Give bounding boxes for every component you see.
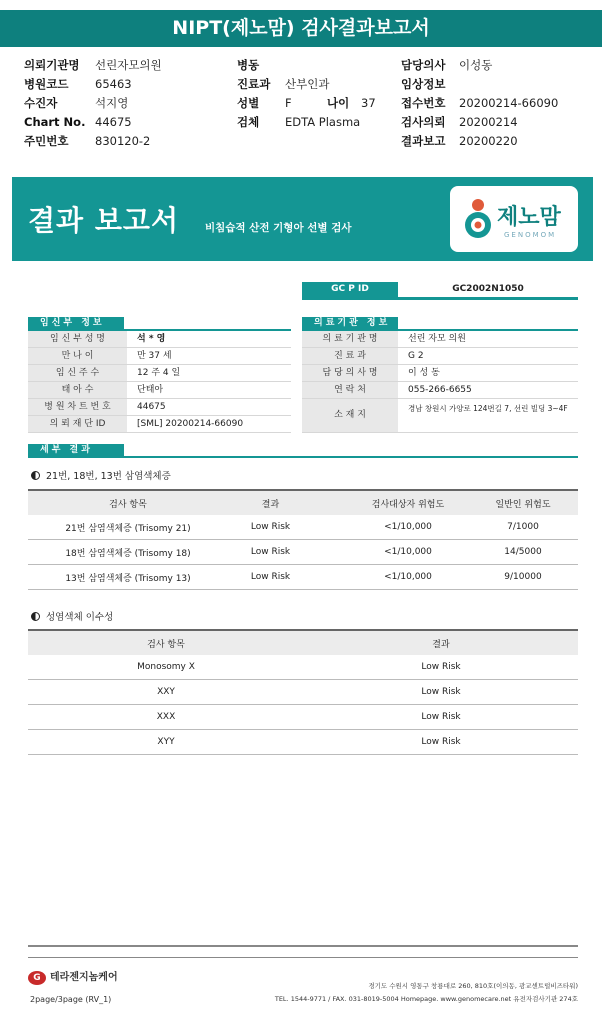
- institution-row: [302, 382, 578, 399]
- table-row: [28, 680, 578, 705]
- pregnant-row: [28, 331, 291, 348]
- footer-address: 경기도 수원시 영통구 창룡대로 260, 810호(이의동, 광교센트럴비즈타워): [368, 982, 578, 990]
- header-value: 65463: [95, 77, 132, 91]
- pregnant-row: [28, 365, 291, 382]
- cell: XXY: [157, 687, 175, 697]
- header-value: EDTA Plasma: [285, 115, 361, 129]
- company-logo: [28, 968, 118, 985]
- pregnant-value: 44675: [137, 402, 166, 412]
- details-tab: 세부 결과: [28, 444, 124, 457]
- header-value: 20200220: [459, 134, 518, 148]
- institution-row: [302, 331, 578, 348]
- table-row: [28, 515, 578, 540]
- cell: <1/10,000: [384, 522, 432, 532]
- institution-row: [302, 348, 578, 365]
- header-value: 산부인과: [285, 77, 330, 91]
- cell: Low Risk: [250, 547, 291, 557]
- institution-key: 진 료 과: [302, 348, 398, 364]
- table-row: [28, 565, 578, 590]
- cell: XXX: [156, 712, 176, 722]
- cell: Low Risk: [421, 662, 461, 672]
- institution-row: [302, 399, 578, 433]
- table-header: [28, 489, 578, 515]
- institution-row: [302, 365, 578, 382]
- cell: Low Risk: [421, 712, 461, 722]
- section1-title: [31, 468, 171, 482]
- header-key: 임상정보: [401, 77, 446, 91]
- gcp-id-label: GC P ID: [302, 282, 398, 297]
- gcp-id-value: GC2002N1050: [452, 284, 524, 294]
- cell: 18번 삼염색체증 (Trisomy 18): [65, 548, 191, 559]
- header-key: 병원코드: [24, 77, 69, 91]
- header-col1: [24, 56, 162, 151]
- footer-divider-thin: [28, 957, 578, 958]
- pregnant-key: 만 나 이: [28, 348, 127, 364]
- pregnant-value: 단태아: [137, 385, 164, 395]
- pregnant-row: [28, 382, 291, 399]
- header-key: 접수번호: [401, 96, 446, 110]
- table-header: [28, 629, 578, 655]
- pregnant-value: 만 37 세: [137, 351, 172, 361]
- header-key: 병동: [237, 58, 260, 72]
- half-circle-icon: [31, 612, 40, 621]
- institution-key: 의 료 기 관 명: [302, 331, 398, 347]
- banner-subtitle: 비침습적 산전 기형아 선별 검사: [205, 222, 352, 234]
- footer-divider: [28, 945, 578, 947]
- company-logo-icon: G: [28, 971, 46, 985]
- pregnant-key: 병 원 차 트 번 호: [28, 399, 127, 415]
- cell: Low Risk: [421, 737, 461, 747]
- logo-sub: GENOMOM: [504, 231, 557, 239]
- cell: 14/5000: [504, 547, 542, 557]
- institution-value: 경남 창원시 가양로 124번길 7, 선린 빌딩 3~4F: [408, 404, 568, 413]
- header-key: 수진자: [24, 96, 58, 110]
- institution-value: 선린 자모 의원: [408, 334, 466, 344]
- table-row: [28, 705, 578, 730]
- report-title: NIPT(제노맘) 검사결과보고서: [0, 10, 602, 47]
- header-value: 20200214: [459, 115, 518, 129]
- half-circle-icon: [31, 471, 40, 480]
- col-header: 검사 항목: [109, 499, 147, 510]
- col-header: 검사대상자 위험도: [371, 499, 445, 510]
- report-banner: [12, 177, 593, 261]
- institution-value: G 2: [408, 351, 424, 361]
- pregnant-key: 의 뢰 재 단 ID: [28, 416, 127, 432]
- header-key: Chart No.: [24, 115, 86, 129]
- header-value: 석지영: [95, 96, 129, 110]
- pregnant-info-table: [28, 331, 291, 433]
- header-col3: [401, 56, 558, 151]
- company-name: 테라젠지놈케어: [50, 972, 118, 983]
- cell: 9/10000: [504, 572, 542, 582]
- logo-name: 제노맘: [497, 205, 561, 230]
- institution-value: 055-266-6655: [408, 385, 472, 395]
- age-value: 37: [361, 96, 376, 110]
- pregnant-key: 임 신 부 성 명: [28, 331, 127, 347]
- institution-key: 담 당 의 사 명: [302, 365, 398, 381]
- pregnant-row: [28, 416, 291, 433]
- section2-title: [31, 609, 113, 623]
- header-key: 검체: [237, 115, 260, 129]
- header-value: 선린자모의원: [95, 58, 162, 72]
- header-col2: [237, 56, 376, 132]
- header-key: 담당의사: [401, 58, 446, 72]
- header-value: 20200214-66090: [459, 96, 559, 110]
- header-value: F: [285, 96, 292, 110]
- institution-key: 연 락 처: [302, 382, 398, 398]
- cell: <1/10,000: [384, 572, 432, 582]
- header-value: 이성동: [459, 58, 493, 72]
- pregnant-row: [28, 348, 291, 365]
- cell: 13번 삼염색체증 (Trisomy 13): [65, 573, 191, 584]
- col-header: 결과: [432, 639, 450, 650]
- cell: 7/1000: [507, 522, 539, 532]
- gcp-id-row: [302, 282, 578, 300]
- sex-chromosome-table: [28, 629, 578, 755]
- institution-value: 이 성 동: [408, 368, 440, 378]
- details-line: [28, 456, 578, 458]
- pregnant-info-tab: 임신부 정보: [28, 317, 124, 330]
- age-key: 나이: [327, 96, 350, 110]
- page-indicator: 2page/3page (RV_1): [30, 995, 112, 1004]
- header-key: 성별: [237, 96, 260, 110]
- cell: Low Risk: [250, 522, 291, 532]
- pregnant-key: 태 아 수: [28, 382, 127, 398]
- footer-address-block: [260, 980, 578, 1006]
- cell: Monosomy X: [137, 662, 195, 672]
- footer-contact: TEL. 1544-9771 / FAX. 031-8019-5004 Homepage. www.genomecare.net 유전자검사기관 274호: [274, 995, 578, 1003]
- institution-key: 소 재 지: [302, 399, 398, 432]
- cell: 21번 삼염색체증 (Trisomy 21): [65, 523, 191, 534]
- col-header: 일반인 위험도: [495, 499, 551, 510]
- header-key: 진료과: [237, 77, 271, 91]
- pregnant-value: 12 주 4 일: [137, 368, 181, 378]
- table-row: [28, 730, 578, 755]
- cell: Low Risk: [250, 572, 291, 582]
- section2-title-text: 성염색체 이수성: [46, 612, 114, 623]
- header-key: 검사의뢰: [401, 115, 446, 129]
- cell: XYY: [157, 737, 175, 747]
- banner-title: 결과 보고서: [28, 204, 179, 237]
- header-key: 결과보고: [401, 134, 446, 148]
- col-header: 검사 항목: [147, 639, 185, 650]
- table-row: [28, 540, 578, 565]
- pregnant-key: 임 신 주 수: [28, 365, 127, 381]
- pregnant-value: [SML] 20200214-66090: [137, 419, 244, 429]
- header-value: 44675: [95, 115, 132, 129]
- pregnant-row: [28, 399, 291, 416]
- cell: <1/10,000: [384, 547, 432, 557]
- genomom-logo: [450, 186, 578, 252]
- pregnant-value: 석 * 영: [137, 334, 166, 344]
- institution-info-tab: 의료기관 정보: [302, 317, 398, 330]
- institution-info-table: [302, 331, 578, 433]
- header-key: 주민번호: [24, 134, 69, 148]
- genomom-logo-icon: [458, 195, 498, 243]
- cell: Low Risk: [421, 687, 461, 697]
- table-row: [28, 655, 578, 680]
- col-header: 결과: [261, 499, 280, 510]
- trisomy-table: [28, 489, 578, 590]
- header-value: 830120-2: [95, 134, 151, 148]
- header-key: 의뢰기관명: [24, 58, 80, 72]
- section1-title-text: 21번, 18번, 13번 삼염색체증: [46, 471, 171, 482]
